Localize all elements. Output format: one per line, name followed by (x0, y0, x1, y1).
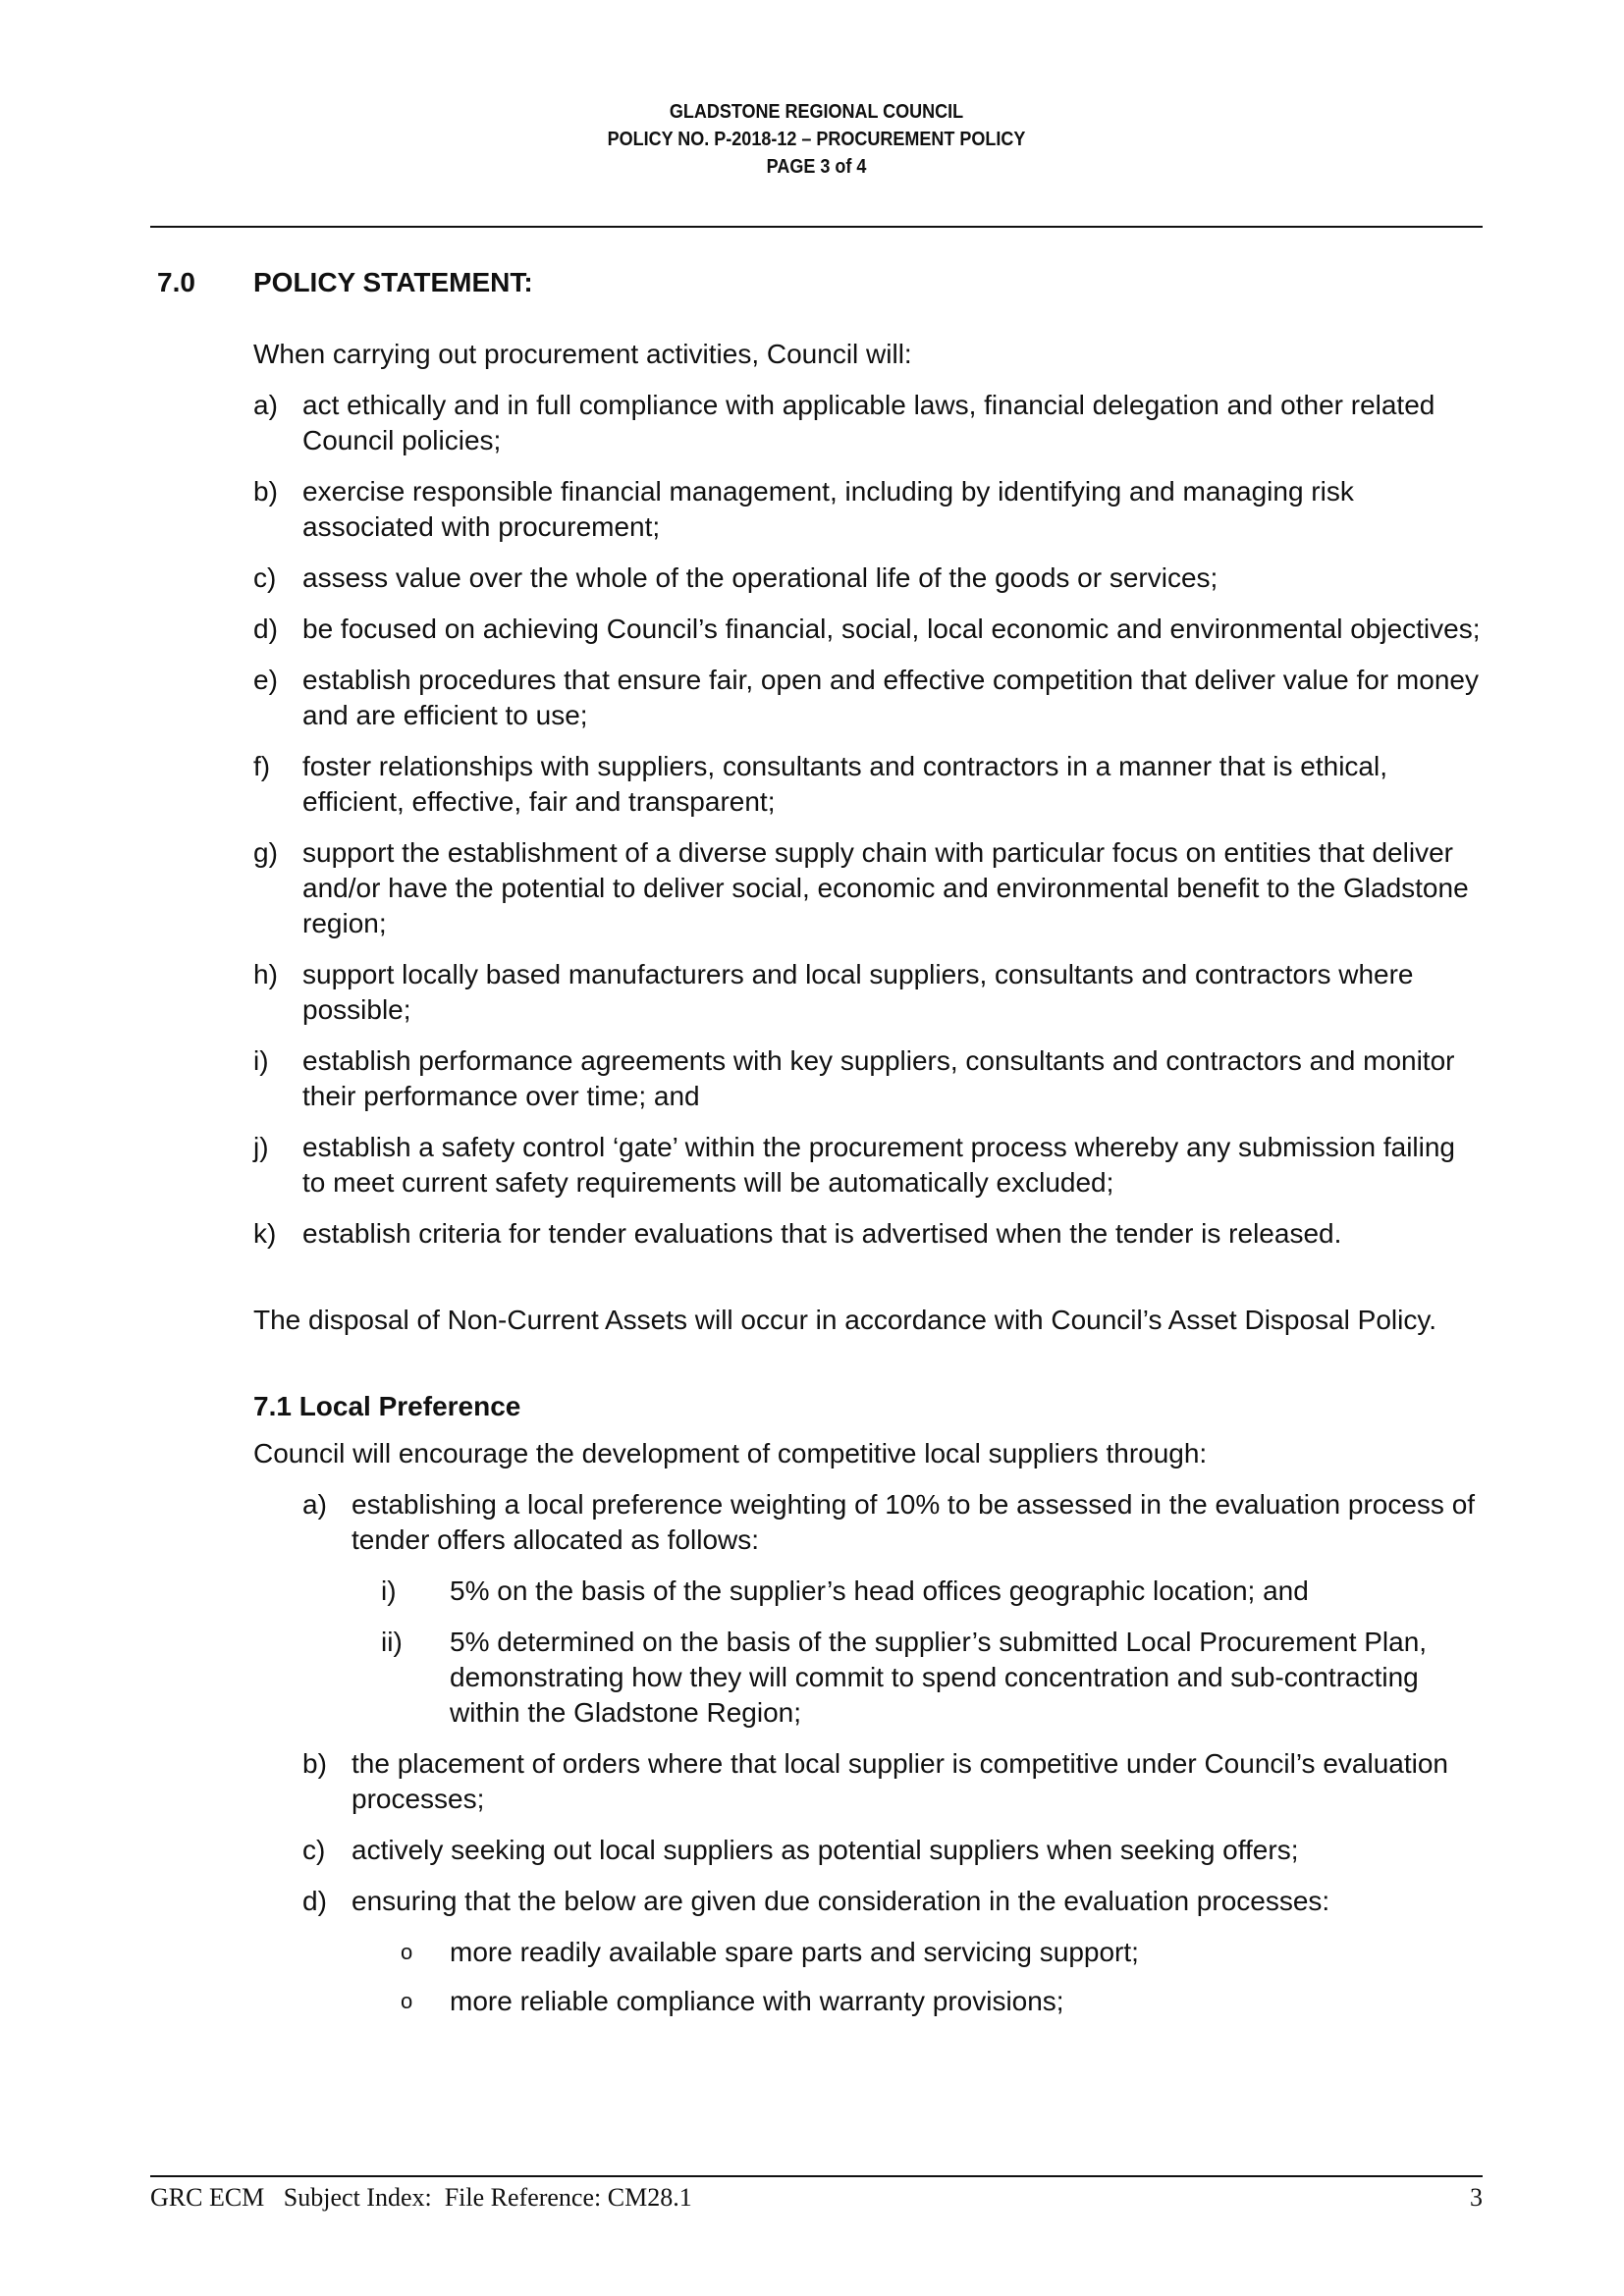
list-label: d) (302, 1886, 327, 1916)
list-text: be focused on achieving Council’s financial, social, local economic and environmental objectives; (302, 614, 1481, 644)
list-text: ensuring that the below are given due consideration in the evaluation processes: (352, 1886, 1330, 1916)
list-label: k) (253, 1218, 277, 1249)
subsection-intro: Council will encourage the development of competitive local suppliers through: (253, 1438, 1208, 1468)
page-header (217, 98, 1416, 181)
list-item (253, 388, 1483, 458)
bullet-marker: o (401, 1989, 413, 2013)
list-item (302, 1746, 1483, 1817)
list-label: b) (253, 476, 278, 507)
bullet-text: more reliable compliance with warranty provisions; (450, 1986, 1064, 2016)
disposal-paragraph: The disposal of Non-Current Assets will occur in accordance with Council’s Asset Disposal Policy. (253, 1305, 1437, 1335)
list-item (253, 749, 1483, 820)
list-label: d) (253, 614, 278, 644)
list-label: h) (253, 959, 278, 989)
list-item (253, 663, 1483, 733)
section-number: 7.0 (157, 267, 195, 297)
list-label: g) (253, 837, 278, 868)
sublist-label: ii) (381, 1627, 403, 1657)
list-text: exercise responsible financial management, including by identifying and managing risk associated with procurement; (302, 476, 1354, 542)
header-policy-number: POLICY NO. P-2018-12 – PROCUREMENT POLICY (607, 129, 1026, 150)
footer-divider (150, 2175, 1483, 2177)
list-label: a) (302, 1489, 327, 1520)
sublist-item (352, 1625, 1483, 1731)
list-label: b) (302, 1748, 327, 1779)
sublist-text: 5% on the basis of the supplier’s head offices geographic location; and (450, 1575, 1309, 1606)
sublist-item (352, 1574, 1483, 1609)
list-text: establish performance agreements with key suppliers, consultants and contractors and monitor their performance over time; and (302, 1045, 1455, 1111)
bullet-item (352, 1984, 1483, 2019)
policy-statement-list (253, 388, 1483, 1252)
bullet-item (352, 1935, 1483, 1970)
header-page-indicator: PAGE 3 of 4 (766, 156, 867, 178)
section-intro: When carrying out procurement activities, Council will: (253, 339, 912, 369)
subsection-title: 7.1 Local Preference (253, 1391, 521, 1421)
list-text: actively seeking out local suppliers as potential suppliers when seeking offers; (352, 1835, 1299, 1865)
list-item (253, 1216, 1483, 1252)
page-number: 3 (1470, 2183, 1483, 2212)
section-title: POLICY STATEMENT: (253, 267, 533, 297)
header-divider (150, 226, 1483, 228)
list-label: c) (302, 1835, 326, 1865)
header-council-name: GLADSTONE REGIONAL COUNCIL (669, 101, 964, 123)
list-text: the placement of orders where that local supplier is competitive under Council’s evaluation processes; (352, 1748, 1448, 1814)
list-item (253, 612, 1483, 647)
list-label: a) (253, 390, 278, 420)
list-item (302, 1487, 1483, 1731)
weighting-sublist (352, 1574, 1483, 1731)
consideration-bullets (352, 1935, 1483, 2019)
list-text: establishing a local preference weighting of 10% to be assessed in the evaluation process of tender offers allocated as follows: (352, 1489, 1476, 1555)
list-label: c) (253, 562, 277, 593)
list-label: i) (253, 1045, 269, 1076)
list-item (253, 474, 1483, 545)
bullet-marker: o (401, 1940, 413, 1964)
list-text: support the establishment of a diverse supply chain with particular focus on entities that deliver and/or have the potential to deliver social, economic and environmental benefit to the Gladstone region; (302, 837, 1469, 938)
list-text: support locally based manufacturers and local suppliers, consultants and contractors where possible; (302, 959, 1414, 1025)
list-item (302, 1884, 1483, 2033)
list-item (253, 1043, 1483, 1114)
list-text: assess value over the whole of the operational life of the goods or services; (302, 562, 1218, 593)
list-text: foster relationships with suppliers, consultants and contractors in a manner that is ethical, efficient, effective, fair and transparent; (302, 751, 1388, 817)
list-label: e) (253, 665, 278, 695)
sublist-label: i) (381, 1575, 397, 1606)
footer-reference: GRC ECM Subject Index: File Reference: CM28.1 (150, 2183, 692, 2212)
list-text: establish a safety control ‘gate’ within the procurement process whereby any submission failing to meet current safety requirements will be automatically excluded; (302, 1132, 1456, 1198)
list-item (253, 561, 1483, 596)
list-item (253, 1130, 1483, 1201)
list-text: establish procedures that ensure fair, open and effective competition that deliver value for money and are efficient to use; (302, 665, 1479, 730)
list-text: establish criteria for tender evaluations that is advertised when the tender is released. (302, 1218, 1342, 1249)
list-item (253, 957, 1483, 1028)
local-preference-list (302, 1487, 1483, 2033)
bullet-text: more readily available spare parts and servicing support; (450, 1937, 1139, 1967)
list-label: f) (253, 751, 271, 781)
list-label: j) (253, 1132, 269, 1162)
sublist-text: 5% determined on the basis of the supplier’s submitted Local Procurement Plan, demonstrating how they will commit to spend concentration and sub-contracting within the Gladstone Region; (450, 1627, 1428, 1728)
list-item (302, 1833, 1483, 1868)
list-item (253, 835, 1483, 941)
document-body (253, 337, 1483, 2049)
list-text: act ethically and in full compliance with applicable laws, financial delegation and other related Council policies; (302, 390, 1435, 455)
